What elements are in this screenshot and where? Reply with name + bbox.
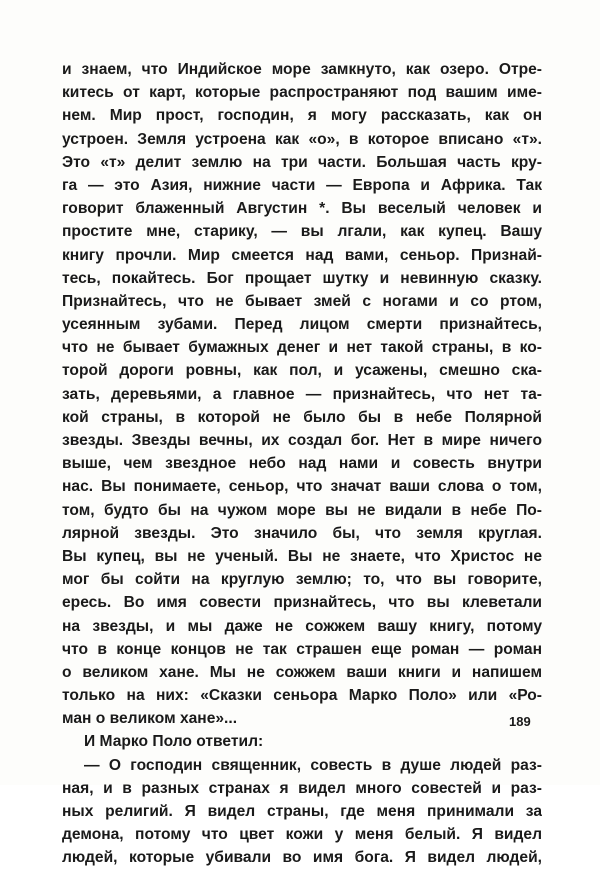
text-line: га — это Азия, нижние части — Европа и Африка. Так xyxy=(62,176,542,194)
text-line: И Марко Поло ответил: xyxy=(84,733,264,751)
body-text xyxy=(62,58,542,870)
text-line: ман о великом хане»... xyxy=(62,710,238,728)
text-line: устроен. Земля устроена как «о», в которое вписано «т». xyxy=(62,130,542,148)
text-line: простите мне, старику, — вы лгали, как купец. Вашу xyxy=(62,223,542,241)
text-line: нем. Мир прост, господин, я могу рассказать, как он xyxy=(62,107,542,125)
text-line: тесь, покайтесь. Бог прощает шутку и невинную сказку. xyxy=(62,269,542,287)
text-line: и знаем, что Индийское море замкнуто, как озеро. Отре- xyxy=(62,61,542,78)
text-line: книгу прочли. Мир смеется над вами, сеньор. Признай- xyxy=(62,246,542,264)
text-line: нас. Вы понимаете, сеньор, что значат ваши слова о том, xyxy=(62,478,542,496)
text-line: что в конце концов не так страшен еще роман — роман xyxy=(62,640,542,658)
text-line: усеянным зубами. Перед лицом смерти признайтесь, xyxy=(62,316,542,334)
text-line: мог бы сойти на круглую землю; то, что вы говорите, xyxy=(62,571,542,589)
text-line: Вы купец, вы не ученый. Вы не знаете, что Христос не xyxy=(62,547,542,565)
text-line: говорит блаженный Августин *. Вы веселый человек и xyxy=(62,200,542,218)
text-line: что не бывает бумажных денег и нет такой страны, в ко- xyxy=(62,339,542,357)
text-line: зать, деревьями, а главное — признайтесь, что нет та- xyxy=(62,385,542,403)
text-line: кой страны, в которой не было бы в небе Полярной xyxy=(62,408,542,426)
text-line: ересь. Во имя совести признайтесь, что вы клеветали xyxy=(62,594,542,612)
text-line: том, будто бы на чужом море вы не видали в небе По- xyxy=(62,501,542,519)
text-line: Признайтесь, что не бывает змей с ногами и со ртом, xyxy=(62,292,542,310)
text-line: — О господин священник, совесть в душе людей раз- xyxy=(84,756,542,774)
text-line: звезды. Звезды вечны, их создал бог. Нет в мире ничего xyxy=(62,432,542,449)
text-line: лярной звезды. Это значило бы, что земля круглая. xyxy=(62,524,542,542)
text-line: о великом хане. Мы не сожжем ваши книги и напишем xyxy=(62,663,542,681)
text-line: демона, потому что цвет кожи у меня белый. Я видел xyxy=(62,826,542,844)
text-line: Это «т» делит землю на три части. Большая часть кру- xyxy=(62,153,542,171)
text-line: китесь от карт, которые распространяют под вашим име- xyxy=(62,84,542,102)
text-line: на звезды, и мы даже не сожжем вашу книгу, потому xyxy=(62,617,542,635)
text-line: ных религий. Я видел страны, где меня принимали за xyxy=(62,803,542,820)
text-line: выше, чем звездное небо над нами и совесть внутри xyxy=(62,455,542,473)
text-line: только на них: «Сказки сеньора Марко Поло» или «Ро- xyxy=(62,687,542,705)
text-line: торой дороги ровны, как пол, и усажены, смешно ска- xyxy=(62,362,542,380)
page-number: 189 xyxy=(509,714,531,729)
text-line: людей, которые убивали во имя бога. Я видел людей, xyxy=(62,849,542,867)
text-line: ная, и в разных странах я видел много совестей и раз- xyxy=(62,779,542,797)
